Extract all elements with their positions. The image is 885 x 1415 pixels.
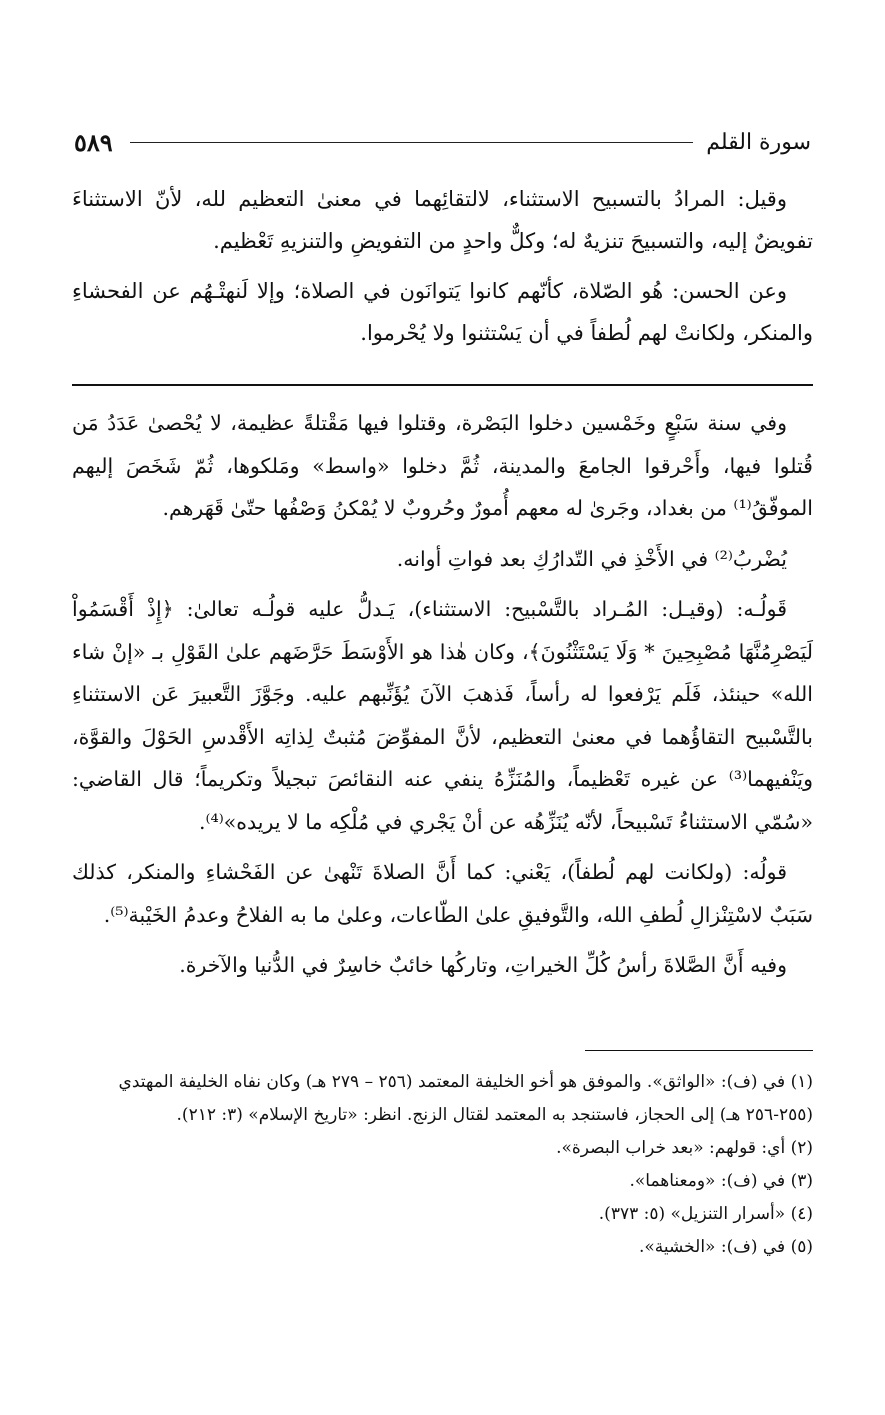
footnote-item: (٢) أي: قولهم: «بعد خراب البصرة». [556,1138,813,1158]
page-number: ٥٨٩ [74,128,113,157]
page-header [72,126,813,162]
footnote-item: (١) في (ف): «الواثق». والموفق هو أخو الخليفة المعتمد (٢٥٦ – ٢٧٩ هـ) وكان نفاه الخليفة المهتدي (٢٥٥-٢٥٦ هـ) إلى الحجاز، فاستنجد به المعتمد لقتال الزنج. انظر: «تاريخ الإسلام» (٣: ٢١٢). [118,1072,813,1125]
main-text [72,178,813,362]
footnote-divider [585,1050,813,1051]
commentary-paragraph: قَولُـه: (وقيـل: المُـراد بالتَّسْبيح: الاستثناء)، يَـدلُّ عليه قولُـه تعالىٰ: ﴿إِذْ أَقْسَمُواْ لَيَصْرِمُنَّهَا مُصْبِحِينَ * وَلَا يَسْتَثْنُونَ﴾، وكان هٰذا هو الأَوْسَطَ حَرَّضَهم علىٰ القَوْلِ بـ «إنْ شاء الله» حينئذ، فَلَم يَرْفعوا له رأساً، فَذهبَ الآنَ يُؤَنِّبهم عليه. وجَوَّزَ التَّعبيرَ عَن الاستثناءِ بالتَّسْبيح التقاؤُهما في معنىٰ التعظيم، لأنَّ المفوِّضَ مُثبتٌ لِذاتِه الأَقْدسِ الحَوْلَ والقوَّة، ويَنْفيهما⁽³⁾ عن غيره تَعْظيماً، والمُنَزِّهُ ينفي عنه النقائصَ تبجيلاً وتكريماً؛ قال القاضي: «سُمّي الاستثناءُ تَسْبيحاً، لأنّه يُنَزِّهُه عن أنْ يَجْري في مُلْكِه ما لا يريده»⁽⁴⁾. [72,597,813,834]
header-rule [130,142,693,143]
main-paragraph: وقيل: المرادُ بالتسبيح الاستثناء، لالتقائِهما في معنىٰ التعظيم لله، لأنّ الاستثناءَ تفويضٌ إليه، والتسبيحَ تنزيهٌ له؛ وكلٌّ واحدٍ من التفويضِ والتنزيهِ تَعْظيم. [72,187,813,253]
section-divider [72,384,813,386]
footnote-item: (٣) في (ف): «ومعناهما». [629,1171,813,1191]
surah-title: سورة القلم [706,130,811,155]
commentary-paragraph: يُضْربُ⁽²⁾ في الأَخْذِ في التّدارُكِ بعد فواتِ أوانه. [396,546,787,571]
footnote-item: (٤) «أسرار التنزيل» (٥: ٣٧٣). [598,1204,813,1224]
footnote-item: (٥) في (ف): «الخشية». [638,1237,813,1257]
commentary-text [72,402,813,995]
footnotes [72,1066,813,1264]
commentary-paragraph: وفيه أَنَّ الصَّلاةَ رأسُ كُلِّ الخيراتِ، وتاركُها خائبٌ خاسِرٌ في الدُّنيا والآخرة. [179,953,787,977]
commentary-paragraph: قولُه: (ولكانت لهم لُطفاً)، يَعْني: كما أَنَّ الصلاةَ تَنْهىٰ عن الفَحْشاءِ والمنكر، كذلك سَبَبٌ لاسْتِنْزالِ لُطفِ الله، والتَّوفيقِ علىٰ الطّاعات، وعلىٰ ما به الفلاحُ وعدمُ الخَيْبة⁽⁵⁾. [72,860,813,927]
commentary-paragraph: وفي سنة سَبْعٍ وخَمْسين دخلوا البَصْرة، وقتلوا فيها مَقْتلةً عظيمة، لا يُحْصىٰ عَدَدُ مَن قُتلوا فيها، وأَحْرقوا الجامعَ والمدينة، ثُمَّ دخلوا «واسط» ومَلكوها، ثُمّ شَخَصَ إليهم الموفّقُ⁽¹⁾ من بغداد، وجَرىٰ له معهم أُمورٌ وحُروبٌ لا يُمْكنُ وَصْفُها حتّىٰ قَهَرهم. [72,411,813,520]
main-paragraph: وعن الحسن: هُو الصّلاة، كأنّهم كانوا يَتوانَون في الصلاة؛ وإلا لَنهتْـهُم عن الفحشاءِ والمنكر، ولكانتْ لهم لُطفاً في أن يَسْتثنوا ولا يُحْرموا. [72,279,813,345]
